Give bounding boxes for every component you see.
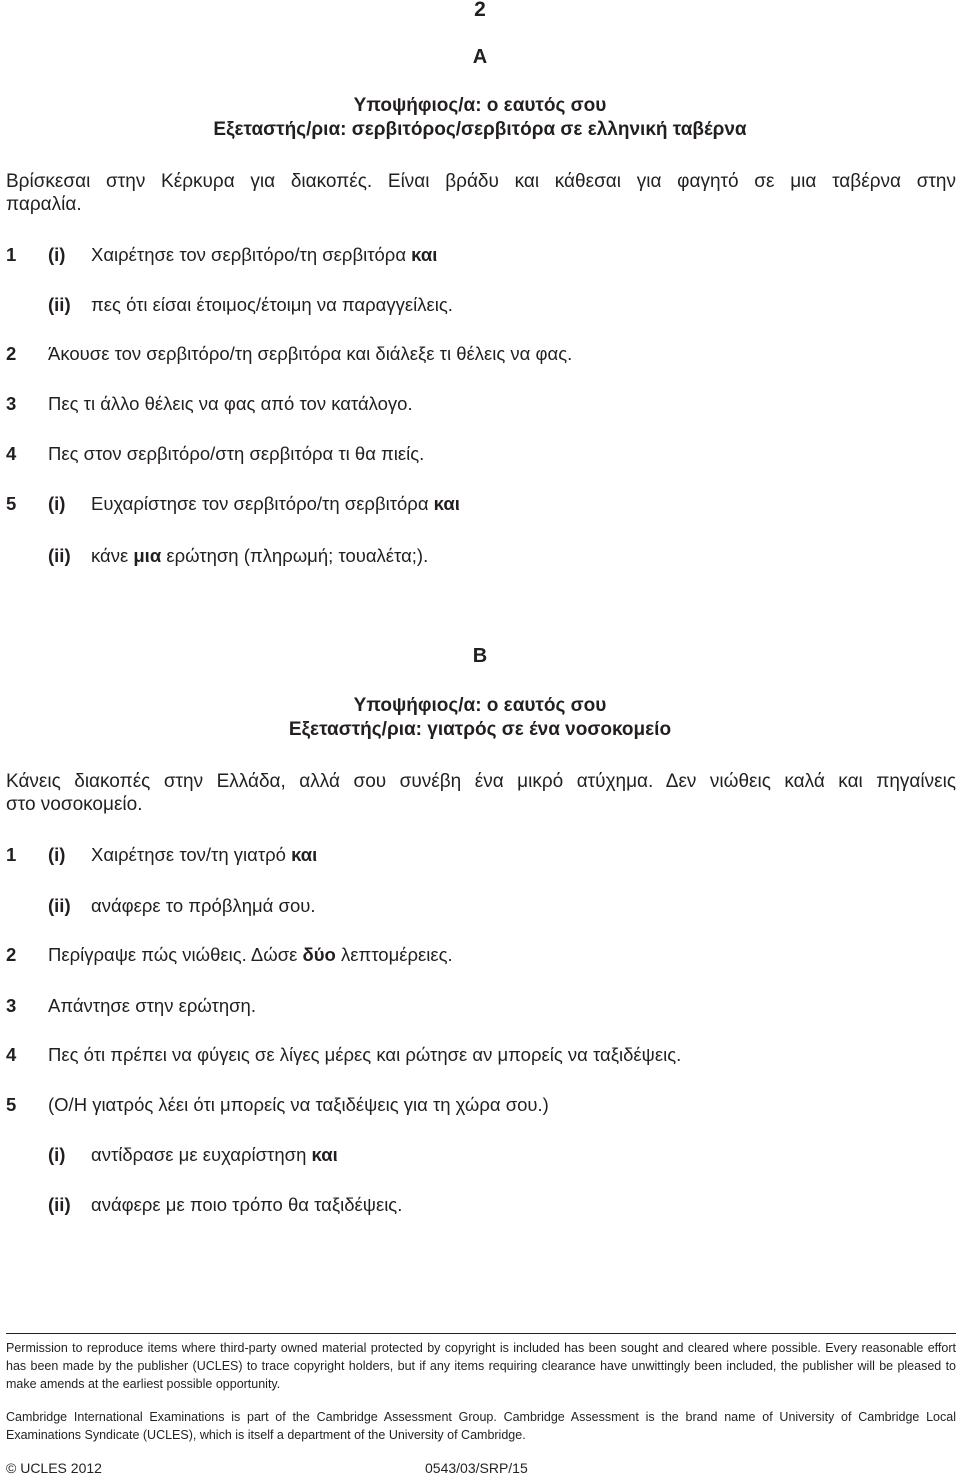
task-text-main: ανάφερε το πρόβλημά σου. <box>91 895 316 916</box>
task-subpart-label: (ii) <box>48 895 71 916</box>
task-number: 3 <box>6 995 17 1016</box>
section-a-heading: A <box>472 46 488 68</box>
task-text-main: Πες ότι πρέπει να φύγεις σε λίγες μέρες και ρώτησε αν μπορείς να ταξιδέψεις. <box>48 1044 682 1065</box>
permission-notice: Permission to reproduce items where third-party owned material protected by copyright is included has been sought and cleared where possible. Every reasonable effort has been made by the publisher (UCLES) to trace copyright holders, but if any items requiring clearance have unwittingly been included, the publisher will be pleased to make amends at the earliest possible opportunity. <box>6 1341 956 1391</box>
cambridge-notice: Cambridge International Examinations is part of the Cambridge Assessment Group. Cambridge Assessment is the brand name of University of Cambridge Local Examinations Syndicate (UCLES), which is itself a department of the University of Cambridge. <box>6 1410 956 1442</box>
task-subpart-label: (i) <box>48 1144 66 1165</box>
section-b-heading: B <box>472 645 488 667</box>
task-subpart-label: (i) <box>48 244 66 265</box>
task-text-main: ανάφερε με ποιο τρόπο θα ταξιδέψεις. <box>91 1194 403 1215</box>
task-text-main: αντίδρασε με ευχαρίστηση <box>91 1144 312 1165</box>
task-number: 5 <box>6 1094 17 1115</box>
task-subpart-label: (i) <box>48 844 66 865</box>
task-number: 5 <box>6 493 17 514</box>
task-subpart-label: (ii) <box>48 1194 71 1215</box>
task-text-emphasis: και <box>433 493 460 514</box>
task-text <box>48 443 424 465</box>
task-text-emphasis: δύο <box>302 944 336 965</box>
task-text-main: Περίγραψε πώς νιώθεις. Δώσε <box>48 944 303 965</box>
task-text-main: Ευχαρίστησε τον σερβιτόρο/τη σερβιτόρα <box>91 493 434 514</box>
section-a-intro-line-1: Βρίσκεσαι στην Κέρκυρα για διακοπές. Είναι βράδυ και κάθεσαι για φαγητό σε μια ταβέρνα στην <box>6 171 956 192</box>
task-text <box>91 895 315 917</box>
task-text-emphasis: μια <box>133 545 162 566</box>
task-text <box>91 545 428 567</box>
task-number: 1 <box>6 844 17 865</box>
task-number: 4 <box>6 443 17 464</box>
task-text <box>91 244 437 266</box>
section-b-intro <box>6 770 956 816</box>
footer-divider <box>6 1333 956 1334</box>
task-text-emphasis: και <box>311 1144 338 1165</box>
section-a-intro <box>6 170 956 216</box>
task-text-emphasis: και <box>411 244 438 265</box>
task-number: 2 <box>6 944 17 965</box>
task-subpart-label: (ii) <box>48 294 71 315</box>
task-number: 3 <box>6 393 17 414</box>
task-text-main: πες ότι είσαι έτοιμος/έτοιμη να παραγγείλεις. <box>91 294 453 315</box>
section-b-intro-line-1: Κάνεις διακοπές στην Ελλάδα, αλλά σου συνέβη ένα μικρό ατύχημα. Δεν νιώθεις καλά και πηγαίνεις <box>6 771 956 792</box>
task-text-main: Χαιρέτησε τον/τη γιατρό <box>91 844 292 865</box>
syllabus-code: 0543/03/SRP/15 <box>425 1460 528 1476</box>
task-text <box>91 294 453 316</box>
section-a-intro-line-2: παραλία. <box>6 194 82 215</box>
task-text-main: Απάντησε στην ερώτηση. <box>48 995 256 1016</box>
task-number: 2 <box>6 343 17 364</box>
task-subpart-label: (i) <box>48 493 66 514</box>
task-text <box>48 995 256 1017</box>
task-text <box>48 1094 549 1116</box>
task-text-main: Πες στον σερβιτόρο/στη σερβιτόρα τι θα πιείς. <box>48 443 425 464</box>
task-text <box>91 1144 338 1166</box>
task-text-emphasis: και <box>291 844 318 865</box>
task-text <box>91 1194 402 1216</box>
copyright-notice: © UCLES 2012 <box>6 1460 102 1476</box>
task-text-main: (Ο/Η γιατρός λέει ότι μπορείς να ταξιδέψεις για τη χώρα σου.) <box>48 1094 549 1115</box>
task-text <box>91 844 317 866</box>
task-text <box>48 1044 681 1066</box>
task-number: 4 <box>6 1044 17 1065</box>
section-a-candidate-role: Υποψήφιος/α: ο εαυτός σου <box>353 95 607 116</box>
task-text-rest: ερώτηση (πληρωμή; τουαλέτα;). <box>161 545 429 566</box>
task-text-main: Πες τι άλλο θέλεις να φας από τον κατάλογο. <box>48 393 413 414</box>
task-text <box>91 493 460 515</box>
section-b-candidate-role: Υποψήφιος/α: ο εαυτός σου <box>353 695 607 716</box>
page-number: 2 <box>474 0 486 21</box>
task-text-rest: λεπτομέρειες. <box>335 944 453 965</box>
task-text-main: Άκουσε τον σερβιτόρο/τη σερβιτόρα και διάλεξε τι θέλεις να φας. <box>48 343 573 364</box>
task-text <box>48 393 413 415</box>
task-text <box>48 944 453 966</box>
task-text-main: Χαιρέτησε τον σερβιτόρο/τη σερβιτόρα <box>91 244 412 265</box>
section-a-examiner-role: Εξεταστής/ρια: σερβιτόρος/σερβιτόρα σε ελληνική ταβέρνα <box>213 119 747 140</box>
task-number: 1 <box>6 244 17 265</box>
task-subpart-label: (ii) <box>48 545 71 566</box>
section-b-intro-line-2: στο νοσοκομείο. <box>6 794 143 815</box>
task-text-main: κάνε <box>91 545 134 566</box>
task-text <box>48 343 572 365</box>
section-b-examiner-role: Εξεταστής/ρια: γιατρός σε ένα νοσοκομείο <box>288 719 672 740</box>
